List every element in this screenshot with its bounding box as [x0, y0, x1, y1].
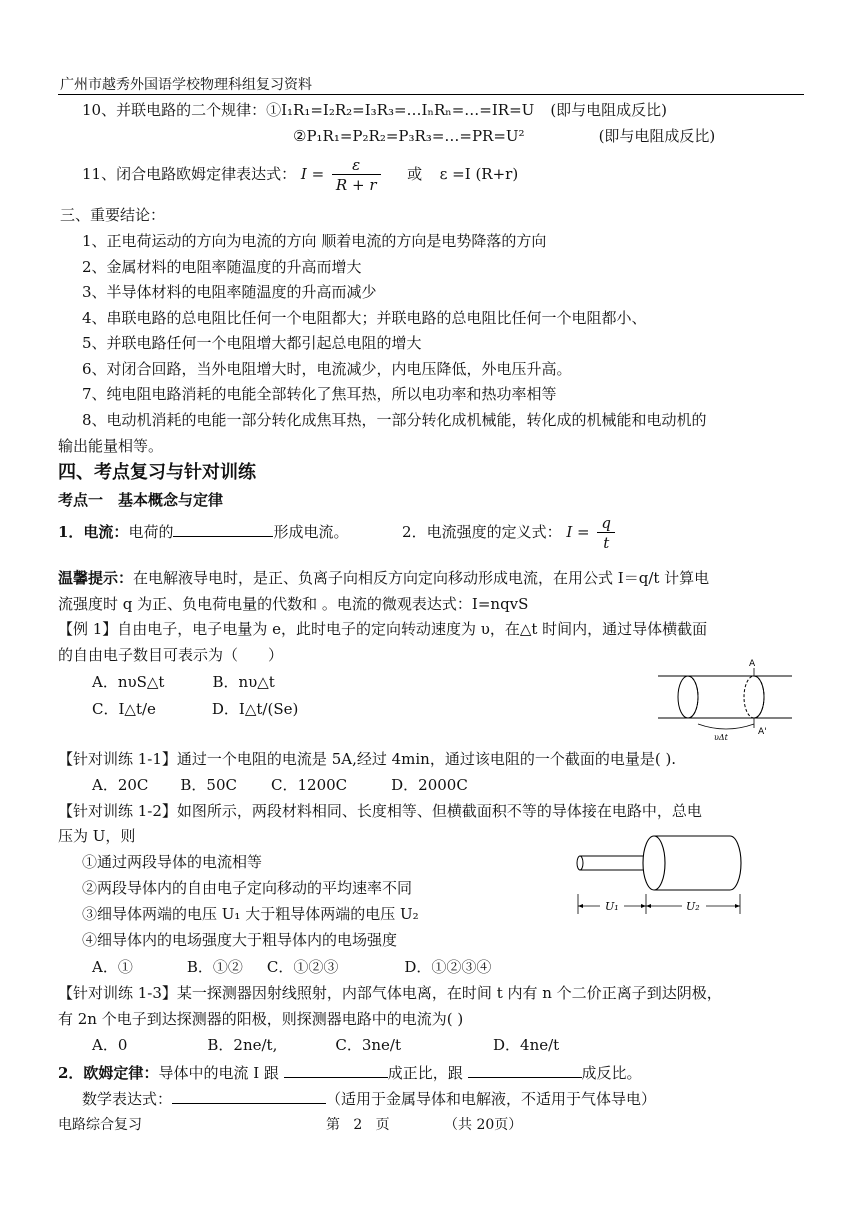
fig1-label-vdt: υΔt — [714, 733, 728, 742]
tip-text-1: 在电解液导电时，是正、负离子向相反方向定向移动形成电流，在用公式 I＝q/t 计算电 — [133, 569, 710, 587]
drill12-option-d[interactable]: D．①②③④ — [404, 958, 492, 976]
drill12-option-b[interactable]: B．①② — [186, 958, 243, 976]
drill13-options — [92, 1035, 559, 1055]
example1-option-b[interactable]: B．nυ△t — [212, 673, 275, 691]
rule10-note-b: (即与电阻成反比) — [598, 127, 716, 145]
ohm-label: 2．欧姆定律： — [58, 1064, 159, 1082]
conclusion-item: 8、电动机消耗的电能一部分转化成焦耳热，一部分转化成机械能，转化成的机械能和电动机的 — [82, 411, 707, 429]
rule11-fraction — [332, 156, 381, 195]
header-rule — [58, 94, 804, 95]
q1-blank[interactable] — [173, 520, 273, 537]
rule11-line — [82, 152, 518, 196]
footer-page-number: 第 2 页 — [326, 1117, 390, 1133]
ohm-blank-2[interactable] — [468, 1061, 582, 1078]
fig2-label-u1: U₁ — [605, 900, 619, 913]
rule10-line-a — [82, 100, 667, 120]
drill13-option-d[interactable]: D．4ne/t — [493, 1036, 560, 1054]
ohm-expr-note: （适用于金属导体和电解液，不适用于气体导电） — [326, 1090, 657, 1108]
page-header-title: 广州市越秀外国语学校物理科组复习资料 — [60, 77, 312, 93]
drill12-option-c[interactable]: C．①②③ — [266, 958, 339, 976]
q1-pre: 电荷的 — [128, 523, 174, 541]
drill12-line-1: 【针对训练 1-2】如图所示，两段材料相同、长度相等、但横截面积不等的导体接在电路中，总电 — [58, 802, 702, 820]
conclusion-item: 6、对闭合回路，当外电阻增大时，电流减少，内电压降低，外电压升高。 — [82, 360, 572, 378]
drill13-line-1: 【针对训练 1-3】某一探测器因射线照射，内部气体电离，在时间 t 内有 n 个二价正离子到达阴极， — [58, 984, 722, 1002]
tip-line-1 — [58, 568, 709, 588]
q2-text: 2．电流强度的定义式： — [402, 523, 562, 541]
drill12-statement-3: ③细导体两端的电压 U₁ 大于粗导体两端的电压 U₂ — [82, 905, 419, 923]
q2-fraction — [597, 514, 615, 553]
conclusion-item: 3、半导体材料的电阻率随温度的升高而减少 — [82, 283, 377, 301]
ohm-line — [58, 1061, 642, 1083]
tip-label: 温馨提示： — [58, 569, 134, 587]
tip-line-2: 流强度时 q 为正、负电荷电量的代数和 。电流的微观表达式：I=nqvS — [58, 595, 529, 613]
q1-label: 1．电流： — [58, 523, 129, 541]
rule11-lhs: I = — [300, 165, 325, 183]
example1-line-2: 的自由电子数目可表示为（ ） — [58, 646, 284, 664]
conclusion-item: 1、正电荷运动的方向为电流的方向 顺着电流的方向是电势降落的方向 — [82, 232, 547, 250]
drill11-option-c[interactable]: C．1200C — [271, 776, 348, 794]
example1-option-a[interactable]: A．nυS△t — [92, 673, 165, 691]
rule10-note-a: (即与电阻成反比) — [550, 101, 668, 119]
example1-options-ab — [92, 672, 275, 692]
conductors-figure — [570, 828, 750, 920]
drill12-option-a[interactable]: A．① — [92, 958, 133, 976]
conductor-segment-figure — [650, 650, 800, 745]
q2-numerator: q — [601, 513, 612, 532]
rule10-formula-b: ②P₁R₁=P₂R₂=P₃R₃=…=PR=U² — [293, 127, 525, 145]
drill11-options — [92, 775, 468, 795]
ohm-pre: 导体中的电流 I 跟 — [158, 1064, 279, 1082]
drill13-option-c[interactable]: C．3ne/t — [335, 1036, 401, 1054]
drill12-statement-1: ①通过两段导体的电流相等 — [82, 853, 263, 871]
example1-option-c[interactable]: C．I△t/e — [92, 700, 156, 718]
drill13-option-a[interactable]: A．0 — [92, 1036, 128, 1054]
rule11-or: 或 — [407, 165, 423, 183]
example1-option-d[interactable]: D．I△t/(Se) — [211, 700, 299, 718]
footer-left: 电路综合复习 — [58, 1117, 142, 1133]
rule10-formula-a: ①I₁R₁=I₂R₂=I₃R₃=…IₙRₙ=…=IR=U — [266, 101, 535, 119]
rule11-title: 11、闭合电路欧姆定律表达式： — [82, 165, 297, 183]
drill12-options — [92, 957, 491, 977]
ohm-post: 成反比。 — [581, 1064, 642, 1082]
drill11-option-b[interactable]: B．50C — [180, 776, 237, 794]
q2-lhs: I = — [566, 523, 590, 541]
fig1-label-a-prime: A' — [758, 727, 767, 737]
conclusion-item: 5、并联电路任何一个电阻增大都引起总电阻的增大 — [82, 334, 422, 352]
drill11-line-1: 【针对训练 1-1】通过一个电阻的电流是 5A,经过 4min，通过该电阻的一个截面的电量是( ). — [58, 750, 677, 768]
rule10-line-b — [293, 126, 715, 146]
conclusions-heading: 三、重要结论： — [60, 206, 166, 224]
drill13-option-b[interactable]: B．2ne/t, — [207, 1036, 278, 1054]
q1-post: 形成电流。 — [273, 523, 349, 541]
drill13-line-2: 有 2n 个电子到达探测器的阳极，则探测器电路中的电流为( ) — [58, 1010, 464, 1028]
example1-line-1: 【例 1】自由电子，电子电量为 e，此时电子的定向转动速度为 υ，在△t 时间内，通过导体横截面 — [58, 620, 708, 638]
rule11-denominator: R + r — [332, 174, 381, 195]
conclusion-item: 4、串联电路的总电阻比任何一个电阻都大；并联电路的总电阻比任何一个电阻都小、 — [82, 309, 647, 327]
drill12-line-2: 压为 U，则 — [58, 827, 136, 845]
fig1-label-a: A — [749, 659, 756, 669]
conclusion-item: 7、纯电阻电路消耗的电能全部转化了焦耳热，所以电功率和热功率相等 — [82, 385, 557, 403]
drill12-statement-4: ④细导体内的电场强度大于粗导体内的电场强度 — [82, 931, 398, 949]
conclusion-item: 输出能量相等。 — [58, 437, 164, 455]
drill11-option-a[interactable]: A．20C — [92, 776, 149, 794]
ohm-mid: 成正比，跟 — [387, 1064, 463, 1082]
rule11-numerator: ε — [352, 155, 361, 174]
footer-total-pages: （共 20页） — [444, 1117, 523, 1133]
ohm-expr-blank[interactable] — [172, 1087, 326, 1104]
topic1-heading: 考点一 基本概念与定律 — [58, 491, 224, 509]
drill12-statement-2: ②两段导体内的自由电子定向移动的平均速率不同 — [82, 879, 413, 897]
example1-options-cd — [92, 699, 298, 719]
drill11-option-d[interactable]: D．2000C — [391, 776, 468, 794]
rule11-alt: ε =I (R+r) — [439, 165, 519, 183]
section4-heading: 四、考点复习与针对训练 — [58, 462, 256, 483]
conclusion-item: 2、金属材料的电阻率随温度的升高而增大 — [82, 258, 362, 276]
fig2-label-u2: U₂ — [686, 900, 700, 913]
ohm-blank-1[interactable] — [284, 1061, 388, 1078]
ohm-expr-label: 数学表达式： — [82, 1090, 173, 1108]
ohm-expr-line — [82, 1087, 656, 1109]
rule10-title: 10、并联电路的二个规律： — [82, 101, 267, 119]
q1-q2-line — [58, 512, 618, 553]
q2-denominator: t — [597, 532, 615, 553]
